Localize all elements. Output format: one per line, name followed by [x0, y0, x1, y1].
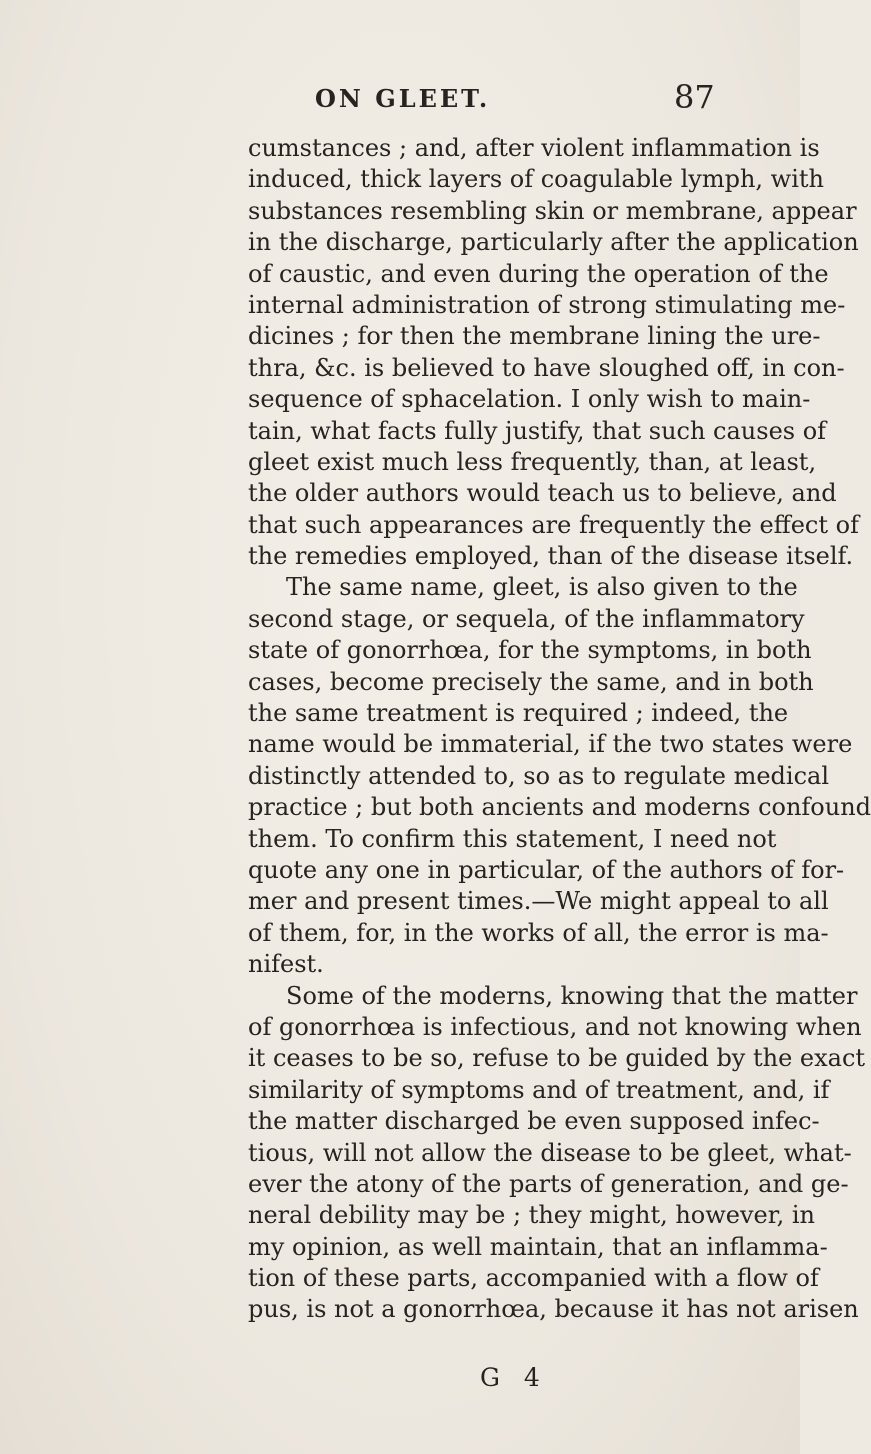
- text-line: the remedies employed, than of the disease itself.: [248, 542, 854, 571]
- text-line: the matter discharged be even supposed infec-: [248, 1107, 820, 1136]
- text-line: my opinion, as well maintain, that an inflamma-: [248, 1232, 828, 1261]
- text-line: induced, thick layers of coagulable lymph, with: [248, 165, 824, 194]
- text-line: ever the atony of the parts of generation, and ge-: [248, 1169, 849, 1198]
- text-line: neral debility may be ; they might, however, in: [248, 1201, 815, 1230]
- text-line: the older authors would teach us to believe, and: [248, 479, 837, 508]
- text-line: thra, &c. is believed to have sloughed off, in con-: [248, 353, 845, 382]
- text-line: practice ; but both ancients and moderns confound: [248, 793, 871, 822]
- text-line: distinctly attended to, so as to regulate medical: [248, 761, 830, 790]
- text-line: tain, what facts fully justify, that such causes of: [248, 416, 827, 445]
- text-line: state of gonorrhœa, for the symptoms, in both: [248, 636, 812, 665]
- text-line: dicines ; for then the membrane lining the ure-: [248, 322, 821, 351]
- text-line: quote any one in particular, of the authors of for-: [248, 855, 845, 884]
- text-line: that such appearances are frequently the effect of: [248, 510, 859, 539]
- text-line: of gonorrhœa is infectious, and not knowing when: [248, 1012, 862, 1041]
- text-line: in the discharge, particularly after the application: [248, 228, 859, 257]
- paragraph-start-line: Some of the moderns, knowing that the matter: [286, 981, 858, 1010]
- running-title: ON GLEET.: [315, 84, 491, 113]
- text-line: the same treatment is required ; indeed, the: [248, 699, 789, 728]
- text-line: similarity of symptoms and of treatment, and, if: [248, 1075, 830, 1104]
- text-line: nifest.: [248, 950, 324, 979]
- text-line: of them, for, in the works of all, the error is ma-: [248, 918, 829, 947]
- signature-mark: G 4: [480, 1363, 548, 1392]
- text-line: it ceases to be so, refuse to be guided by the exact: [248, 1044, 866, 1073]
- text-line: internal administration of strong stimulating me-: [248, 290, 846, 319]
- text-line: pus, is not a gonorrhœa, because it has not arisen: [248, 1295, 859, 1324]
- page-number: 87: [674, 78, 715, 116]
- text-line: tion of these parts, accompanied with a flow of: [248, 1264, 819, 1293]
- text-line: sequence of sphacelation. I only wish to main-: [248, 385, 811, 414]
- text-line: of caustic, and even during the operation of the: [248, 259, 829, 288]
- text-line: name would be immaterial, if the two states were: [248, 730, 853, 759]
- body-text: [248, 133, 871, 1326]
- text-line: tious, will not allow the disease to be gleet, what-: [248, 1138, 852, 1167]
- paragraph-start-line: The same name, gleet, is also given to the: [286, 573, 798, 602]
- text-line: cumstances ; and, after violent inflammation is: [248, 134, 820, 162]
- text-line: second stage, or sequela, of the inflammatory: [248, 604, 805, 633]
- running-head: [0, 78, 800, 118]
- text-line: cases, become precisely the same, and in both: [248, 667, 814, 696]
- text-line: substances resembling skin or membrane, appear: [248, 196, 857, 225]
- text-line: gleet exist much less frequently, than, at least,: [248, 447, 817, 476]
- text-line: them. To confirm this statement, I need not: [248, 824, 777, 853]
- text-line: mer and present times.—We might appeal to all: [248, 887, 829, 916]
